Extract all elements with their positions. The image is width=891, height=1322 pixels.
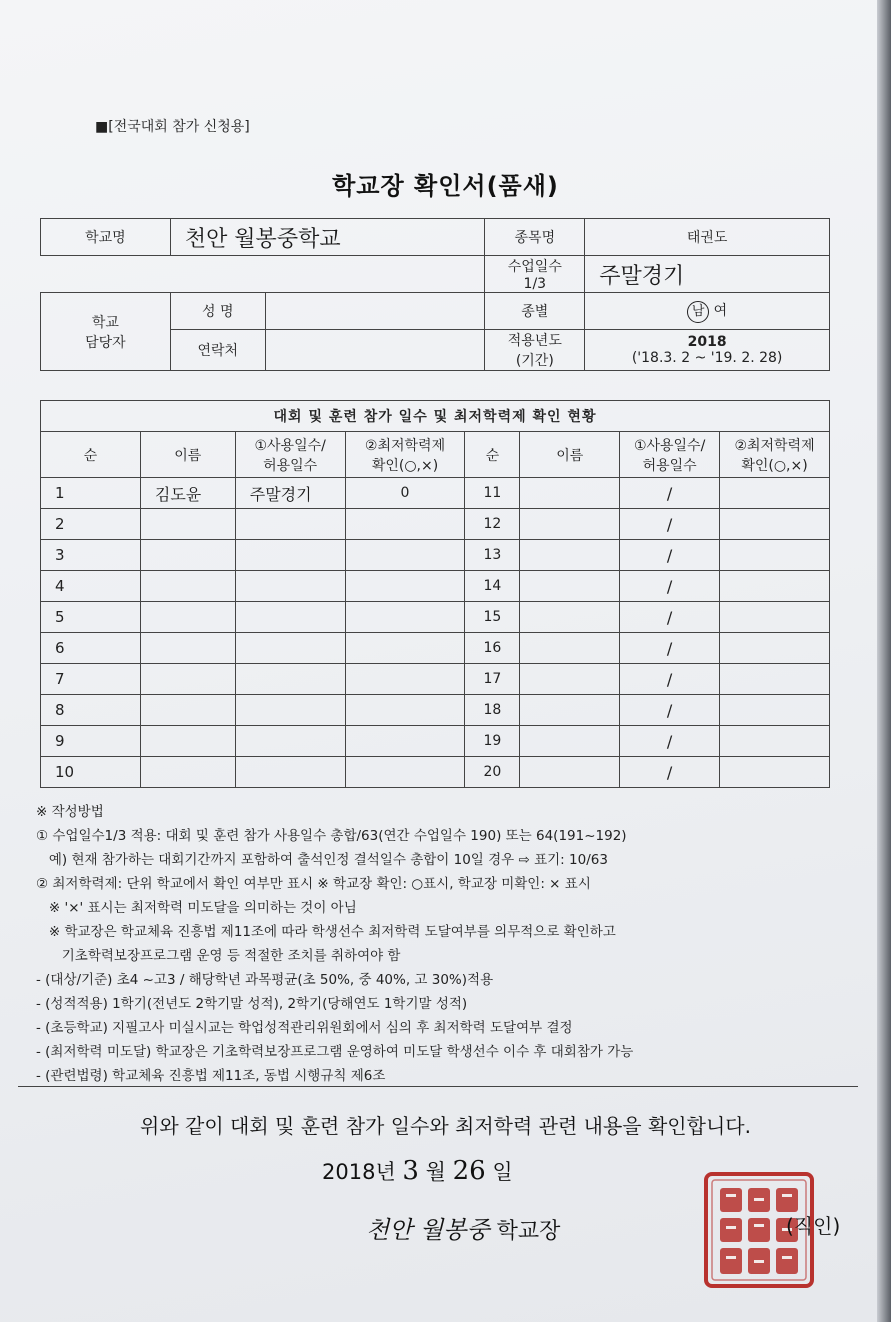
note-line: - (대상/기준) 초4 ~고3 / 해당학년 과목평균(초 50%, 중 40%, 고 30%)적용 <box>36 972 494 988</box>
table-row: 1 김도윤 주말경기 0 11 / <box>41 478 830 509</box>
staff-contact-label: 연락처 <box>170 330 265 371</box>
writing-instructions <box>36 800 836 1088</box>
signature-line <box>366 1210 560 1245</box>
col-name: 이름 <box>140 432 235 478</box>
gender-value <box>585 293 830 330</box>
staff-label: 학교 담당자 <box>41 293 171 371</box>
note-line: ※ 작성방법 <box>36 804 104 820</box>
month-handwritten: 3 <box>402 1156 419 1186</box>
event-value: 태권도 <box>585 219 830 256</box>
divider <box>18 1086 858 1087</box>
blank-cell <box>41 256 485 293</box>
year-value: 2018 ('18.3. 2 ~ '19. 2. 28) <box>585 330 830 371</box>
principal-title: 학교장 <box>496 1219 561 1244</box>
note-line: ① 수업일수1/3 적용: 대회 및 훈련 참가 사용일수 총합/63(연간 수업일수 190) 또는 64(191~192) <box>36 828 627 844</box>
note-line: - (최저학력 미도달) 학교장은 기초학력보장프로그램 운영하여 미도달 학생선수 이수 후 대회참가 가능 <box>36 1044 634 1060</box>
table-row: 8 18 / <box>41 695 830 726</box>
col-days: ①사용일수/ 허용일수 <box>235 432 345 478</box>
col-min: ②최저학력제 확인(○,×) <box>345 432 465 478</box>
school-info-table <box>40 218 830 371</box>
table-row: 7 17 / <box>41 664 830 695</box>
note-line: 기초학력보장프로그램 운영 등 적절한 조치를 취하여야 함 <box>36 948 401 964</box>
day-handwritten: 26 <box>452 1156 486 1186</box>
section-title: 대회 및 훈련 참가 일수 및 최저학력제 확인 현황 <box>41 401 830 432</box>
table-row: 3 13 / <box>41 540 830 571</box>
seal-label: (직인) <box>786 1214 841 1238</box>
table-row: 6 16 / <box>41 633 830 664</box>
table-row: 9 19 / <box>41 726 830 757</box>
event-label: 종목명 <box>485 219 585 256</box>
document-title: 학교장 확인서(품새) <box>332 172 559 200</box>
table-row: 5 15 / <box>41 602 830 633</box>
note-line: ※ '×' 표시는 최저학력 미도달을 의미하는 것이 아님 <box>36 900 357 916</box>
gender-female: 여 <box>713 302 728 319</box>
gender-male-circled: 남 <box>687 301 709 323</box>
table-row: 4 14 / <box>41 571 830 602</box>
staff-name-label: 성 명 <box>170 293 265 330</box>
school-name-value: 천안 월봉중학교 <box>170 219 485 256</box>
note-line: 예) 현재 참가하는 대회기간까지 포함하여 출석인정 결석일수 총합이 10일 경우 ⇨ 표기: 10/63 <box>36 852 608 868</box>
form-type-label: ■[전국대회 참가 신청용] <box>95 119 250 135</box>
participation-table <box>40 400 830 788</box>
staff-contact-value <box>265 330 485 371</box>
col-no-2: 순 <box>465 432 520 478</box>
class-days-label: 수업일수 1/3 <box>485 256 585 293</box>
note-line: ※ 학교장은 학교체육 진흥법 제11조에 따라 학생선수 최저학력 도달여부를 의무적으로 확인하고 <box>36 924 616 940</box>
col-name-2: 이름 <box>520 432 620 478</box>
note-line: - (초등학교) 지필고사 미실시교는 학업성적관리위원회에서 심의 후 최저학력 도달여부 결정 <box>36 1020 573 1036</box>
col-days-2: ①사용일수/ 허용일수 <box>620 432 720 478</box>
gender-label: 종별 <box>485 293 585 330</box>
note-line: - (성적적용) 1학기(전년도 2학기말 성적), 2학기(당해연도 1학기말 성적) <box>36 996 468 1012</box>
class-days-value: 주말경기 <box>585 256 830 293</box>
note-line: - (관련법령) 학교체육 진흥법 제11조, 동법 시행규칙 제6조 <box>36 1068 386 1084</box>
year-label: 적용년도 (기간) <box>485 330 585 371</box>
table-row: 2 12 / <box>41 509 830 540</box>
staff-name-value <box>265 293 485 330</box>
confirmation-date: 2018년 3 월 26 일 <box>322 1156 513 1186</box>
col-min-2: ②최저학력제 확인(○,×) <box>720 432 830 478</box>
confirmation-statement: 위와 같이 대회 및 훈련 참가 일수와 최저학력 관련 내용을 확인합니다. <box>140 1114 751 1138</box>
table-row: 10 20 / <box>41 757 830 788</box>
school-handwritten: 천안 월봉중 <box>366 1216 490 1244</box>
school-name-label: 학교명 <box>41 219 171 256</box>
note-line: ② 최저학력제: 단위 학교에서 확인 여부만 표시 ※ 학교장 확인: ○표시, 학교장 미확인: × 표시 <box>36 876 591 892</box>
col-no: 순 <box>41 432 141 478</box>
